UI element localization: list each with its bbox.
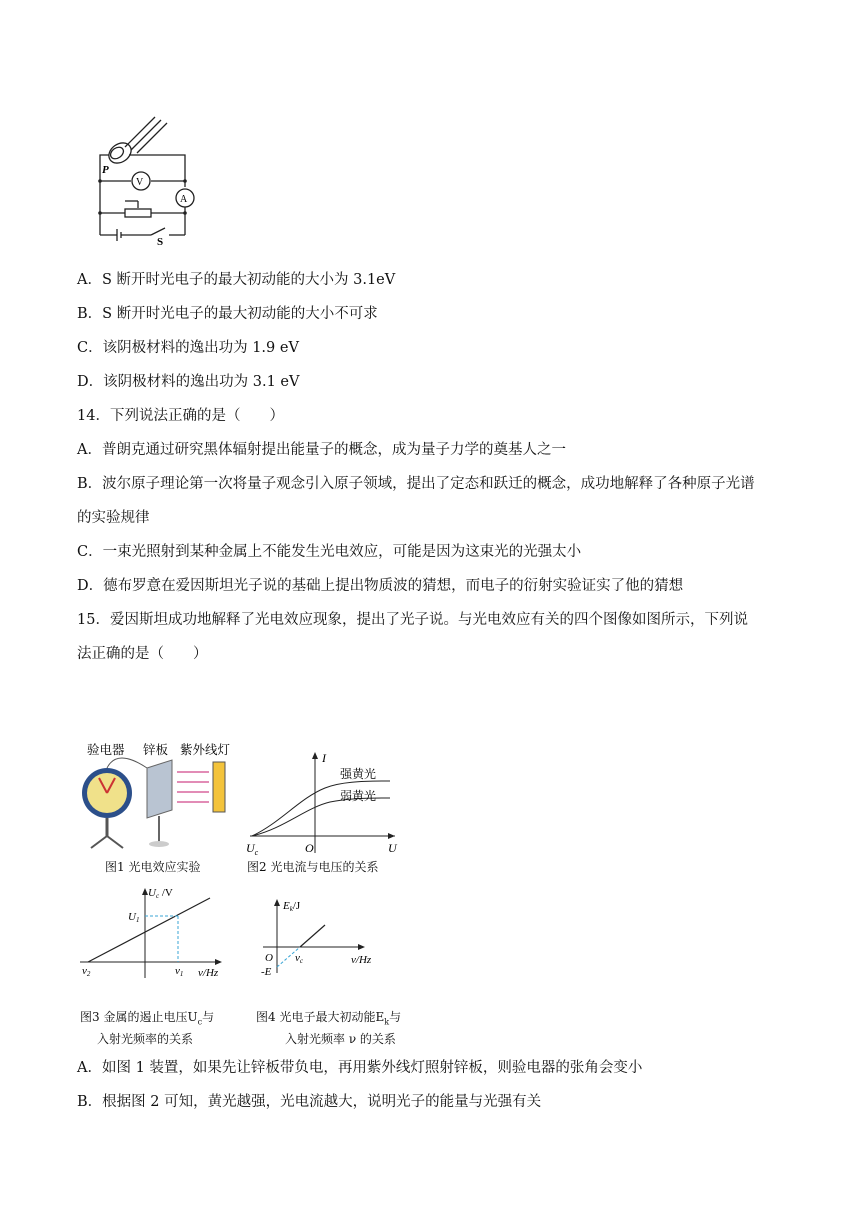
- axis-u-label: U: [388, 841, 397, 855]
- label-p: P: [102, 164, 109, 176]
- q15-stem-cont: 法正确的是（ ）: [77, 646, 208, 662]
- fig3-caption-line1: 图3 金属的遏止电压$U_c$与: [80, 1010, 215, 1027]
- svg-text:Ek/J: [282, 900, 301, 913]
- svg-text:ν2: [82, 965, 91, 978]
- nuc-sub: c: [299, 957, 303, 965]
- strong-light-label: 强黄光: [340, 767, 377, 781]
- q15-option-b: B．根据图 2 可知，黄光越强，光电流越大，说明光子的能量与光强有关: [77, 1094, 542, 1110]
- svg-text:Uc: [246, 841, 259, 857]
- nu1-label: ν: [175, 965, 180, 977]
- q14-option-b-cont: 的实验规律: [77, 510, 150, 526]
- fig4-y-sub: k: [289, 905, 293, 913]
- nuc-label: ν: [295, 952, 300, 964]
- q14-stem: 14．下列说法正确的是（ ）: [77, 408, 284, 424]
- fig4-x-unit: ν/Hz: [351, 954, 372, 966]
- fig4-y-axis: E: [283, 900, 290, 912]
- fig3-caption-line2: 入射光频率的关系: [97, 1032, 194, 1046]
- origin-label: O: [305, 841, 314, 855]
- weak-light-label: 弱黄光: [340, 789, 377, 803]
- q13-option-c: C．该阴极材料的逸出功为 1.9 eV: [77, 340, 299, 356]
- svg-text:νc: [295, 952, 304, 965]
- q13-option-b: B．S 断开时光电子的最大初动能的大小不可求: [77, 306, 378, 322]
- q13-option-a: A．S 断开时光电子的最大初动能的大小为 3.1eV: [77, 272, 396, 288]
- fig4-origin: O: [265, 952, 273, 964]
- q13-option-d: D．该阴极材料的逸出功为 3.1 eV: [77, 374, 300, 390]
- fig4-caption-line2: 入射光频率 ν 的关系: [285, 1032, 396, 1046]
- uv-lamp-label: 紫外线灯: [180, 743, 231, 757]
- q15-stem: 15．爱因斯坦成功地解释了光电效应现象，提出了光子说。与光电效应有关的四个图像如图所示，下列说: [77, 612, 748, 628]
- q14-option-d: D．德布罗意在爱因斯坦光子说的基础上提出物质波的猜想，而电子的衍射实验证实了他的猜想: [77, 578, 684, 594]
- q15-option-a: A．如图 1 装置，如果先让锌板带负电，再用紫外线灯照射锌板，则验电器的张角会变小: [77, 1060, 643, 1076]
- neg-e-label: -E: [261, 966, 272, 978]
- fig1-experiment: [77, 738, 242, 853]
- fig3-y-axis: U: [148, 887, 156, 899]
- voltmeter-label: V: [136, 177, 144, 188]
- circuit-diagram: [95, 115, 200, 247]
- u1-sub: 1: [135, 916, 140, 924]
- fig3-x-unit: ν/Hz: [198, 967, 219, 979]
- nu1-sub: 1: [179, 970, 184, 978]
- svg-text:Uc /V: [148, 887, 173, 900]
- q14-option-a: A．普朗克通过研究黑体辐射提出能量子的概念，成为量子力学的奠基人之一: [77, 442, 566, 458]
- u1-label: U: [128, 911, 136, 923]
- svg-text:ν1: [175, 965, 183, 978]
- fig4-y-unit: /J: [292, 900, 301, 912]
- uc-sub: c: [254, 848, 259, 857]
- q14-option-b: B．波尔原子理论第一次将量子观念引入原子领域，提出了定态和跃迁的概念，成功地解释了各种原子光谱: [77, 476, 755, 492]
- zinc-plate-label: 锌板: [143, 743, 169, 757]
- ammeter-label: A: [180, 194, 188, 205]
- nu2-sub: 2: [86, 970, 91, 978]
- fig3-y-unit: /V: [159, 887, 173, 899]
- nu2-label: ν: [82, 965, 87, 977]
- fig4-caption-line1: 图4 光电子最大初动能$E_k$与: [256, 1010, 402, 1027]
- fig3-y-sub: c: [155, 892, 160, 900]
- switch-label: S: [157, 236, 164, 247]
- fig1-caption: 图1 光电效应实验: [105, 860, 201, 874]
- svg-text:U1: [128, 911, 139, 924]
- axis-i-label: I: [322, 751, 326, 765]
- fig3-stopping-voltage-chart: [80, 880, 240, 980]
- electroscope-label: 验电器: [87, 743, 125, 757]
- fig2-caption: 图2 光电流与电压的关系: [247, 860, 379, 874]
- fig4-kinetic-energy-chart: [255, 895, 385, 980]
- q14-option-c: C．一束光照射到某种金属上不能发生光电效应，可能是因为这束光的光强太小: [77, 544, 582, 560]
- uc-label: U: [246, 841, 255, 855]
- fig2-current-voltage-chart: [240, 748, 400, 858]
